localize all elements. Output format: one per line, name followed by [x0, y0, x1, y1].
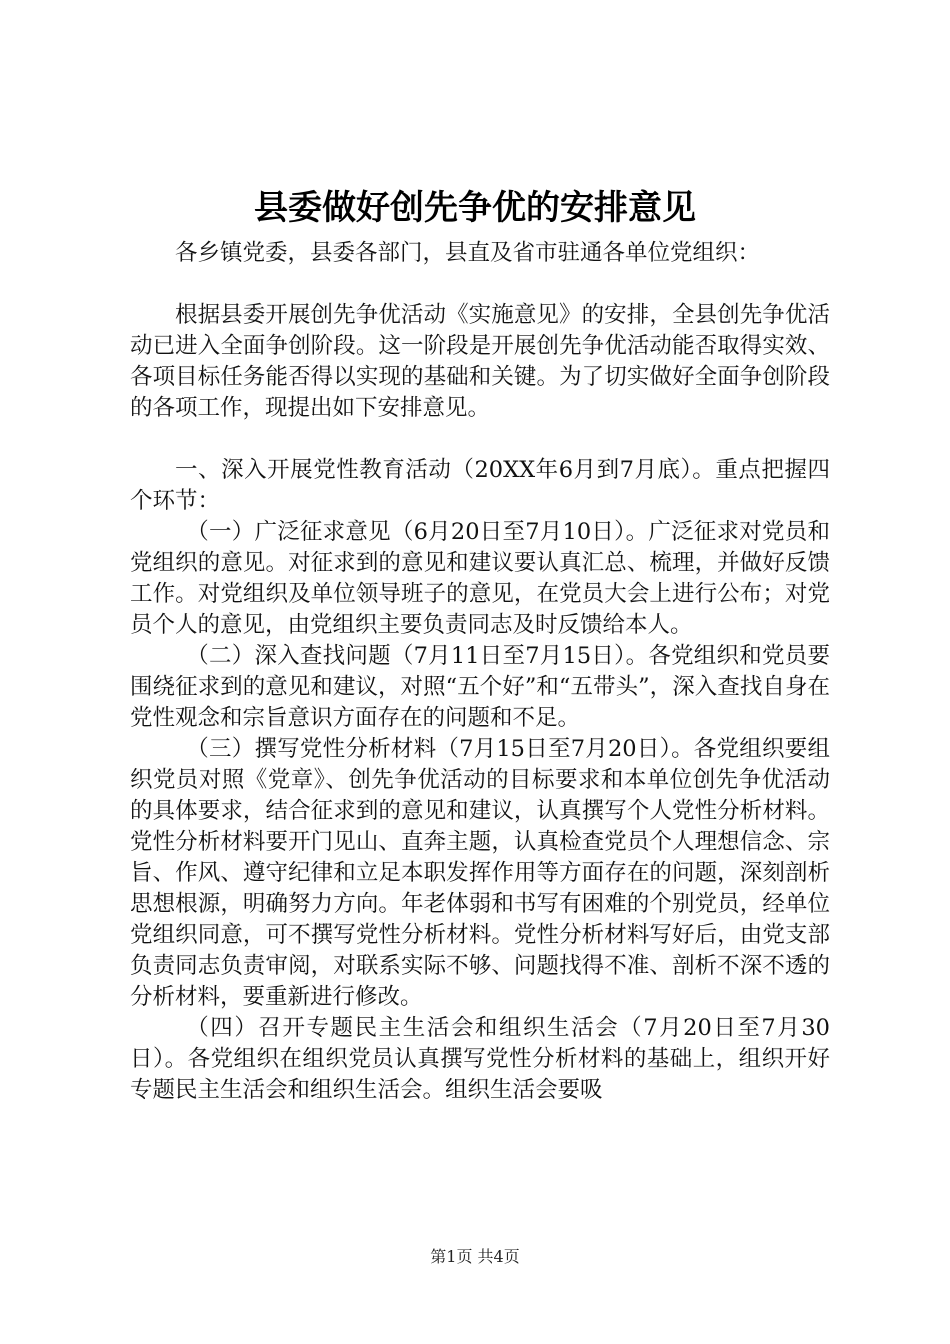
document-title: 县委做好创先争优的安排意见	[254, 188, 696, 228]
subsection-paragraph: （四）召开专题民主生活会和组织生活会（7月20日至7月30日）。各党组织在组织党员认真撰写党性分析材料的基础上，组织开好专题民主生活会和组织生活会。组织生活会要吸	[130, 1015, 830, 1103]
intro-paragraph: 根据县委开展创先争优活动《实施意见》的安排，全县创先争优活动已进入全面争创阶段。这一阶段是开展创先争优活动能否取得实效、各项目标任务能否得以实现的基础和关键。为了切实做好全面争创阶段的各项工作，现提出如下安排意见。	[130, 302, 830, 421]
document-body	[130, 238, 830, 1106]
salutation: 各乡镇党委，县委各部门，县直及省市驻通各单位党组织：	[175, 240, 761, 266]
page-footer: 第1页 共4页	[430, 1247, 520, 1266]
subsection-paragraph: （三）撰写党性分析材料（7月15日至7月20日）。各党组织要组织党员对照《党章》、创先争优活动的目标要求和本单位创先争优活动的具体要求，结合征求到的意见和建议，认真撰写个人党性分析材料。党性分析材料要开门见山、直奔主题，认真检查党员个人理想信念、宗旨、作风、遵守纪律和立足本职发挥作用等方面存在的问题，深刻剖析思想根源，明确努力方向。年老体弱和书写有困难的个别党员，经单位党组织同意，可不撰写党性分析材料。党性分析材料写好后，由党支部负责同志负责审阅，对联系实际不够、问题找得不准、剖析不深不透的分析材料，要重新进行修改。	[130, 736, 830, 1010]
section-heading: 一、深入开展党性教育活动（20XX年6月到7月底）。重点把握四个环节：	[130, 457, 830, 514]
subsection-paragraph: （一）广泛征求意见（6月20日至7月10日）。广泛征求对党员和党组织的意见。对征求到的意见和建议要认真汇总、梳理，并做好反馈工作。对党组织及单位领导班子的意见，在党员大会上进行公布；对党员个人的意见，由党组织主要负责同志及时反馈给本人。	[130, 519, 830, 638]
subsection-paragraph: （二）深入查找问题（7月11日至7月15日）。各党组织和党员要围绕征求到的意见和建议，对照“五个好”和“五带头”，深入查找自身在党性观念和宗旨意识方面存在的问题和不足。	[130, 643, 830, 731]
